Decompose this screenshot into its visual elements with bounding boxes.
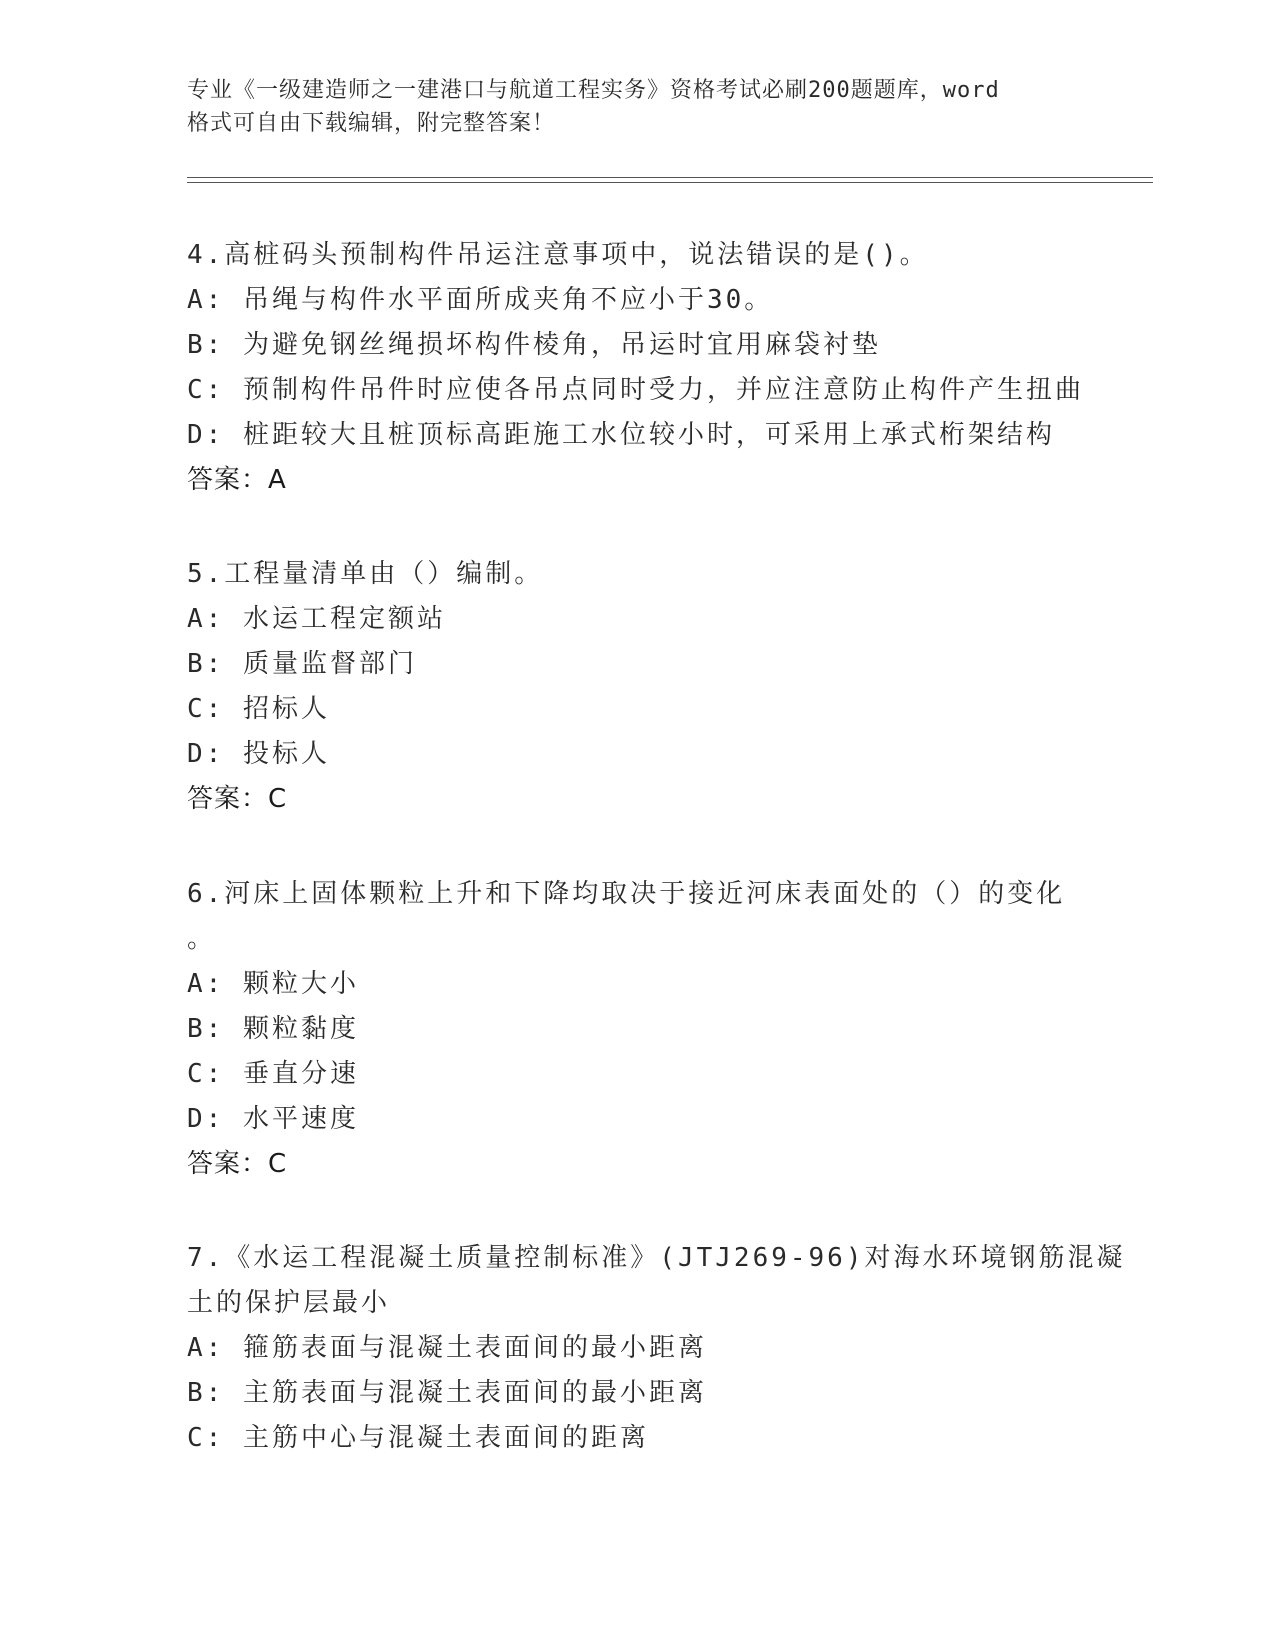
header-divider-top: [187, 177, 1153, 178]
document-header: [187, 74, 1067, 140]
answer: 答案：C: [187, 784, 288, 814]
option-b: B: 质量监督部门: [187, 649, 417, 679]
option-c: C: 主筋中心与混凝土表面间的距离: [187, 1423, 649, 1453]
header-line-2: 格式可自由下载编辑，附完整答案！: [187, 111, 556, 136]
option-a: A: 水运工程定额站: [187, 604, 446, 634]
option-b: B: 为避免钢丝绳损坏构件棱角，吊运时宜用麻袋衬垫: [187, 330, 881, 360]
option-a: A: 箍筋表面与混凝土表面间的最小距离: [187, 1333, 707, 1363]
option-d: D: 桩距较大且桩顶标高距施工水位较小时，可采用上承式桁架结构: [187, 420, 1055, 450]
option-a: A: 颗粒大小: [187, 969, 359, 999]
option-d: D: 水平速度: [187, 1104, 359, 1134]
option-b: B: 颗粒黏度: [187, 1014, 359, 1044]
option-c: C: 预制构件吊件时应使各吊点同时受力，并应注意防止构件产生扭曲: [187, 375, 1084, 405]
answer: 答案：A: [187, 465, 287, 495]
header-line-1: 专业《一级建造师之一建港口与航道工程实务》资格考试必刷200题题库，word: [187, 78, 1000, 103]
question-stem: 6.河床上固体颗粒上升和下降均取决于接近河床表面处的（）的变化: [187, 879, 1066, 909]
question-7: [187, 1236, 1126, 1461]
question-5: [187, 552, 1087, 822]
question-stem: 4.高桩码头预制构件吊运注意事项中，说法错误的是()。: [187, 240, 929, 270]
option-d: D: 投标人: [187, 739, 330, 769]
question-6: [187, 872, 1087, 1187]
question-stem-continued: 。: [187, 924, 217, 954]
option-b: B: 主筋表面与混凝土表面间的最小距离: [187, 1378, 707, 1408]
header-divider-bottom: [187, 182, 1153, 183]
option-a: A: 吊绳与构件水平面所成夹角不应小于30。: [187, 285, 774, 315]
question-stem: 7.《水运工程混凝土质量控制标准》(JTJ269-96)对海水环境钢筋混凝: [187, 1243, 1126, 1273]
question-stem-continued: 土的保护层最小: [187, 1288, 391, 1318]
question-stem: 5.工程量清单由（）编制。: [187, 559, 544, 589]
question-4: [187, 233, 1087, 503]
option-c: C: 垂直分速: [187, 1059, 359, 1089]
option-c: C: 招标人: [187, 694, 330, 724]
answer: 答案：C: [187, 1149, 288, 1179]
